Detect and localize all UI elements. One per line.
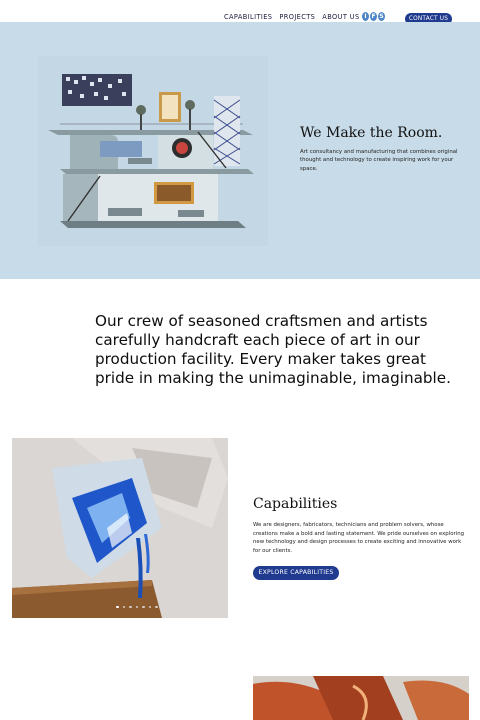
carousel-dot[interactable] [149, 606, 152, 609]
explore-capabilities-button[interactable]: EXPLORE CAPABILITIES [253, 566, 339, 580]
hero-section [0, 22, 480, 279]
capabilities-carousel[interactable] [12, 438, 228, 618]
room-illustration [38, 56, 268, 246]
resin-pour-image [12, 438, 228, 618]
capabilities-description: We are designers, fabricators, technicians and problem solvers, whose creations make a bold and lasting statement. We pride ourselves on exploring new technology and design processes to create exciting and innovative work for our clients. [253, 522, 465, 554]
brand-logo[interactable] [362, 12, 385, 21]
nav-link-about-us[interactable]: ABOUT US [322, 13, 360, 21]
carousel-dot[interactable] [116, 606, 119, 609]
logo-letter-s: S [379, 13, 384, 20]
nav-link-projects[interactable]: PROJECTS [279, 13, 316, 21]
hero-title: We Make the Room. [300, 125, 443, 141]
carousel-dot[interactable] [142, 606, 145, 609]
orange-sculpture-image [253, 676, 469, 720]
project-image [253, 676, 469, 720]
logo-letter-f: F [371, 13, 376, 20]
hero-description: Art consultancy and manufacturing that combines original thought and technology to create inspiring work for your space. [300, 149, 458, 172]
carousel-dot[interactable] [155, 606, 158, 609]
carousel-dots [116, 606, 158, 609]
carousel-dot[interactable] [129, 606, 132, 609]
top-nav [0, 0, 480, 22]
carousel-dot[interactable] [136, 606, 139, 609]
crew-statement: Our crew of seasoned craftsmen and artists carefully handcraft each piece of art in our production facility. Every maker takes great pride in making the unimaginable, imaginable. [95, 312, 451, 387]
nav-links [224, 13, 360, 21]
logo-letter-i: I [362, 12, 369, 21]
capabilities-title: Capabilities [253, 496, 338, 512]
nav-link-capabilities[interactable]: CAPABILITIES [224, 13, 273, 21]
contact-us-button[interactable]: CONTACT US [405, 13, 452, 25]
carousel-dot[interactable] [123, 606, 126, 609]
